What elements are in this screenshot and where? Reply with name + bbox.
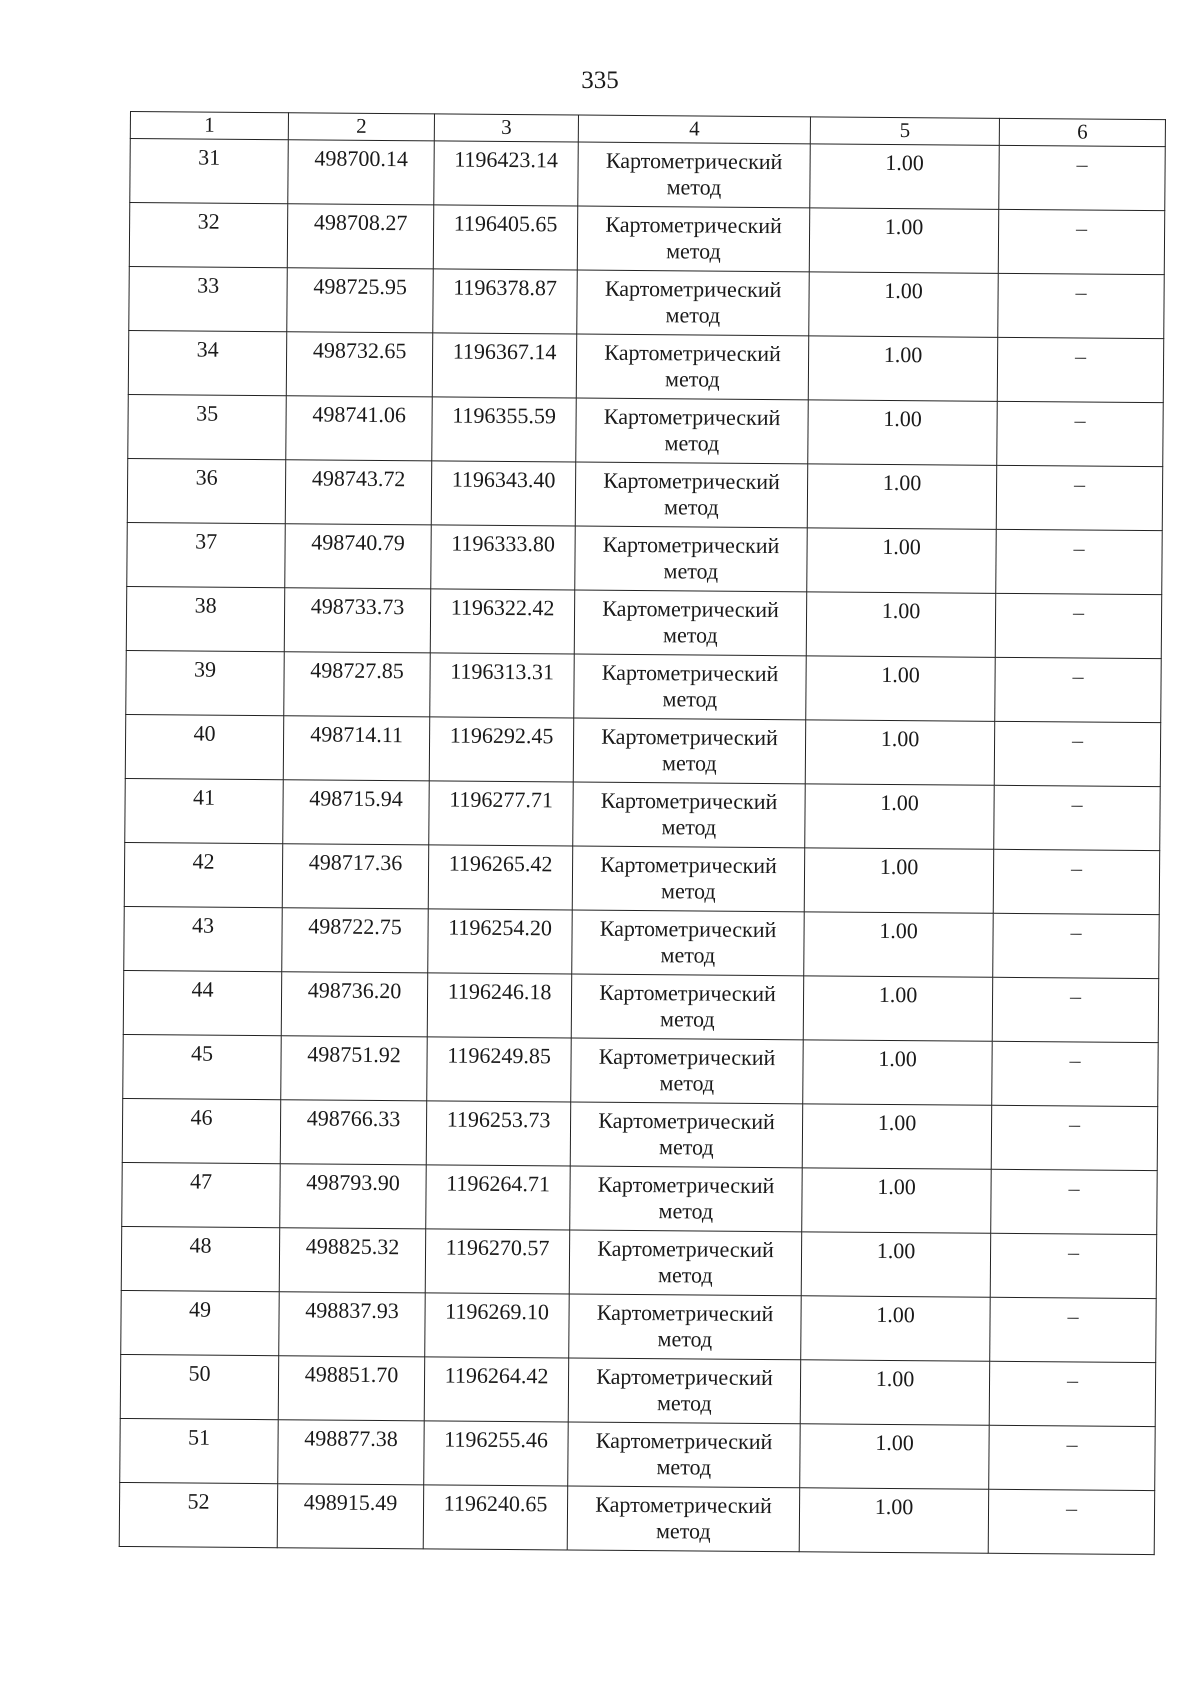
table-row [121, 1290, 1156, 1362]
point-number-cell: 39 [126, 650, 284, 715]
x-coordinate-cell: 498741.06 [286, 396, 432, 461]
method-cell: Картометрический метод [571, 974, 803, 1040]
coordinates-table-wrapper [119, 111, 1165, 1555]
table-row [125, 778, 1160, 850]
point-number-cell: 34 [128, 330, 286, 395]
method-cell: Картометрический метод [575, 462, 807, 528]
note-cell: – [994, 721, 1160, 786]
accuracy-cell: 1.00 [807, 528, 996, 593]
y-coordinate-cell: 1196265.42 [428, 845, 572, 910]
table-row [126, 650, 1161, 722]
table-row [119, 1482, 1154, 1554]
y-coordinate-cell: 1196343.40 [431, 461, 575, 526]
accuracy-cell: 1.00 [807, 464, 996, 529]
note-cell: – [995, 657, 1161, 722]
coordinates-table [119, 111, 1166, 1555]
point-number-cell: 43 [124, 906, 282, 971]
x-coordinate-cell: 498732.65 [286, 332, 432, 397]
x-coordinate-cell: 498736.20 [281, 972, 427, 1037]
x-coordinate-cell: 498766.33 [280, 1100, 426, 1165]
point-number-cell: 46 [122, 1098, 280, 1163]
note-cell: – [989, 1425, 1155, 1490]
note-cell: – [999, 145, 1165, 210]
x-coordinate-cell: 498877.38 [278, 1420, 424, 1485]
table-row [127, 458, 1162, 530]
accuracy-cell: 1.00 [809, 272, 998, 337]
x-coordinate-cell: 498825.32 [279, 1228, 425, 1293]
method-cell: Картометрический метод [572, 910, 804, 976]
y-coordinate-cell: 1196255.46 [424, 1421, 568, 1486]
note-cell: – [991, 1105, 1157, 1170]
note-cell: – [994, 785, 1160, 850]
table-row [122, 1162, 1157, 1234]
method-cell: Картометрический метод [573, 782, 805, 848]
table-row [130, 139, 1165, 211]
y-coordinate-cell: 1196333.80 [431, 525, 575, 590]
y-coordinate-cell: 1196254.20 [428, 909, 572, 974]
note-cell: – [993, 849, 1159, 914]
table-row [128, 330, 1163, 402]
accuracy-cell: 1.00 [809, 208, 998, 273]
point-number-cell: 33 [129, 266, 287, 331]
point-number-cell: 51 [120, 1418, 278, 1483]
x-coordinate-cell: 498740.79 [285, 524, 431, 589]
method-cell: Картометрический метод [571, 1038, 803, 1104]
table-row [123, 970, 1158, 1042]
method-cell: Картометрический метод [569, 1294, 801, 1360]
point-number-cell: 48 [121, 1226, 279, 1291]
table-row [127, 522, 1162, 594]
x-coordinate-cell: 498714.11 [283, 716, 429, 781]
method-cell: Картометрический метод [577, 206, 809, 272]
table-row [128, 394, 1163, 466]
accuracy-cell: 1.00 [799, 1488, 988, 1553]
method-cell: Картометрический метод [576, 334, 808, 400]
column-header-6: 6 [999, 118, 1165, 146]
method-cell: Картометрический метод [577, 270, 809, 336]
point-number-cell: 41 [125, 778, 283, 843]
y-coordinate-cell: 1196264.42 [424, 1357, 568, 1422]
x-coordinate-cell: 498743.72 [285, 460, 431, 525]
table-row [120, 1418, 1155, 1490]
column-header-1: 1 [130, 112, 288, 140]
y-coordinate-cell: 1196240.65 [423, 1485, 567, 1550]
point-number-cell: 52 [119, 1482, 277, 1547]
table-row [126, 586, 1161, 658]
method-cell: Картометрический метод [578, 142, 810, 208]
accuracy-cell: 1.00 [803, 1040, 992, 1105]
y-coordinate-cell: 1196270.57 [425, 1229, 569, 1294]
accuracy-cell: 1.00 [805, 784, 994, 849]
x-coordinate-cell: 498851.70 [278, 1356, 424, 1421]
method-cell: Картометрический метод [567, 1486, 799, 1552]
y-coordinate-cell: 1196405.65 [433, 205, 577, 270]
method-cell: Картометрический метод [575, 526, 807, 592]
x-coordinate-cell: 498722.75 [282, 908, 428, 973]
y-coordinate-cell: 1196264.71 [426, 1165, 570, 1230]
column-header-5: 5 [810, 117, 999, 145]
point-number-cell: 49 [121, 1290, 279, 1355]
column-header-2: 2 [288, 113, 434, 141]
column-header-3: 3 [434, 114, 578, 142]
note-cell: – [996, 529, 1162, 594]
x-coordinate-cell: 498727.85 [284, 652, 430, 717]
point-number-cell: 37 [127, 522, 285, 587]
accuracy-cell: 1.00 [806, 592, 995, 657]
accuracy-cell: 1.00 [801, 1232, 990, 1297]
accuracy-cell: 1.00 [804, 912, 993, 977]
note-cell: – [997, 337, 1163, 402]
x-coordinate-cell: 498725.95 [287, 268, 433, 333]
point-number-cell: 31 [130, 139, 288, 204]
method-cell: Картометрический метод [568, 1358, 800, 1424]
x-coordinate-cell: 498793.90 [280, 1164, 426, 1229]
x-coordinate-cell: 498915.49 [277, 1484, 423, 1549]
method-cell: Картометрический метод [576, 398, 808, 464]
table-body [119, 139, 1165, 1555]
x-coordinate-cell: 498751.92 [281, 1036, 427, 1101]
method-cell: Картометрический метод [574, 590, 806, 656]
table-row [121, 1226, 1156, 1298]
point-number-cell: 40 [125, 714, 283, 779]
y-coordinate-cell: 1196277.71 [429, 781, 573, 846]
note-cell: – [998, 273, 1164, 338]
accuracy-cell: 1.00 [804, 848, 993, 913]
accuracy-cell: 1.00 [803, 976, 992, 1041]
accuracy-cell: 1.00 [802, 1168, 991, 1233]
y-coordinate-cell: 1196292.45 [429, 717, 573, 782]
point-number-cell: 32 [129, 203, 287, 268]
table-row [120, 1354, 1155, 1426]
method-cell: Картометрический метод [574, 654, 806, 720]
x-coordinate-cell: 498700.14 [288, 140, 434, 205]
note-cell: – [990, 1233, 1156, 1298]
point-number-cell: 36 [127, 458, 285, 523]
method-cell: Картометрический метод [568, 1422, 800, 1488]
x-coordinate-cell: 498733.73 [284, 588, 430, 653]
x-coordinate-cell: 498715.94 [283, 780, 429, 845]
note-cell: – [998, 209, 1164, 274]
table-row [124, 906, 1159, 978]
table-row [123, 1034, 1158, 1106]
accuracy-cell: 1.00 [810, 144, 999, 209]
x-coordinate-cell: 498837.93 [279, 1292, 425, 1357]
method-cell: Картометрический метод [570, 1166, 802, 1232]
note-cell: – [995, 593, 1161, 658]
point-number-cell: 38 [126, 586, 284, 651]
point-number-cell: 47 [122, 1162, 280, 1227]
point-number-cell: 45 [123, 1034, 281, 1099]
table-row [122, 1098, 1157, 1170]
note-cell: – [991, 1169, 1157, 1234]
y-coordinate-cell: 1196246.18 [427, 973, 571, 1038]
y-coordinate-cell: 1196322.42 [430, 589, 574, 654]
y-coordinate-cell: 1196355.59 [432, 397, 576, 462]
accuracy-cell: 1.00 [802, 1104, 991, 1169]
method-cell: Картометрический метод [569, 1230, 801, 1296]
point-number-cell: 50 [120, 1354, 278, 1419]
x-coordinate-cell: 498717.36 [282, 844, 428, 909]
method-cell: Картометрический метод [570, 1102, 802, 1168]
note-cell: – [992, 977, 1158, 1042]
note-cell: – [992, 1041, 1158, 1106]
note-cell: – [996, 465, 1162, 530]
accuracy-cell: 1.00 [806, 656, 995, 721]
y-coordinate-cell: 1196253.73 [426, 1101, 570, 1166]
y-coordinate-cell: 1196249.85 [427, 1037, 571, 1102]
point-number-cell: 42 [124, 842, 282, 907]
column-header-4: 4 [578, 115, 810, 144]
y-coordinate-cell: 1196313.31 [430, 653, 574, 718]
table-row [125, 714, 1160, 786]
accuracy-cell: 1.00 [805, 720, 994, 785]
note-cell: – [988, 1489, 1154, 1554]
y-coordinate-cell: 1196378.87 [433, 269, 577, 334]
page-number: 335 [581, 67, 619, 94]
method-cell: Картометрический метод [572, 846, 804, 912]
note-cell: – [993, 913, 1159, 978]
note-cell: – [997, 401, 1163, 466]
y-coordinate-cell: 1196269.10 [425, 1293, 569, 1358]
point-number-cell: 35 [128, 394, 286, 459]
method-cell: Картометрический метод [573, 718, 805, 784]
y-coordinate-cell: 1196423.14 [434, 141, 578, 206]
table-row [129, 203, 1164, 275]
accuracy-cell: 1.00 [808, 400, 997, 465]
table-row [129, 266, 1164, 338]
accuracy-cell: 1.00 [808, 336, 997, 401]
accuracy-cell: 1.00 [800, 1360, 989, 1425]
x-coordinate-cell: 498708.27 [287, 204, 433, 269]
point-number-cell: 44 [123, 970, 281, 1035]
accuracy-cell: 1.00 [800, 1424, 989, 1489]
accuracy-cell: 1.00 [801, 1296, 990, 1361]
note-cell: – [990, 1297, 1156, 1362]
y-coordinate-cell: 1196367.14 [432, 333, 576, 398]
table-row [124, 842, 1159, 914]
note-cell: – [989, 1361, 1155, 1426]
